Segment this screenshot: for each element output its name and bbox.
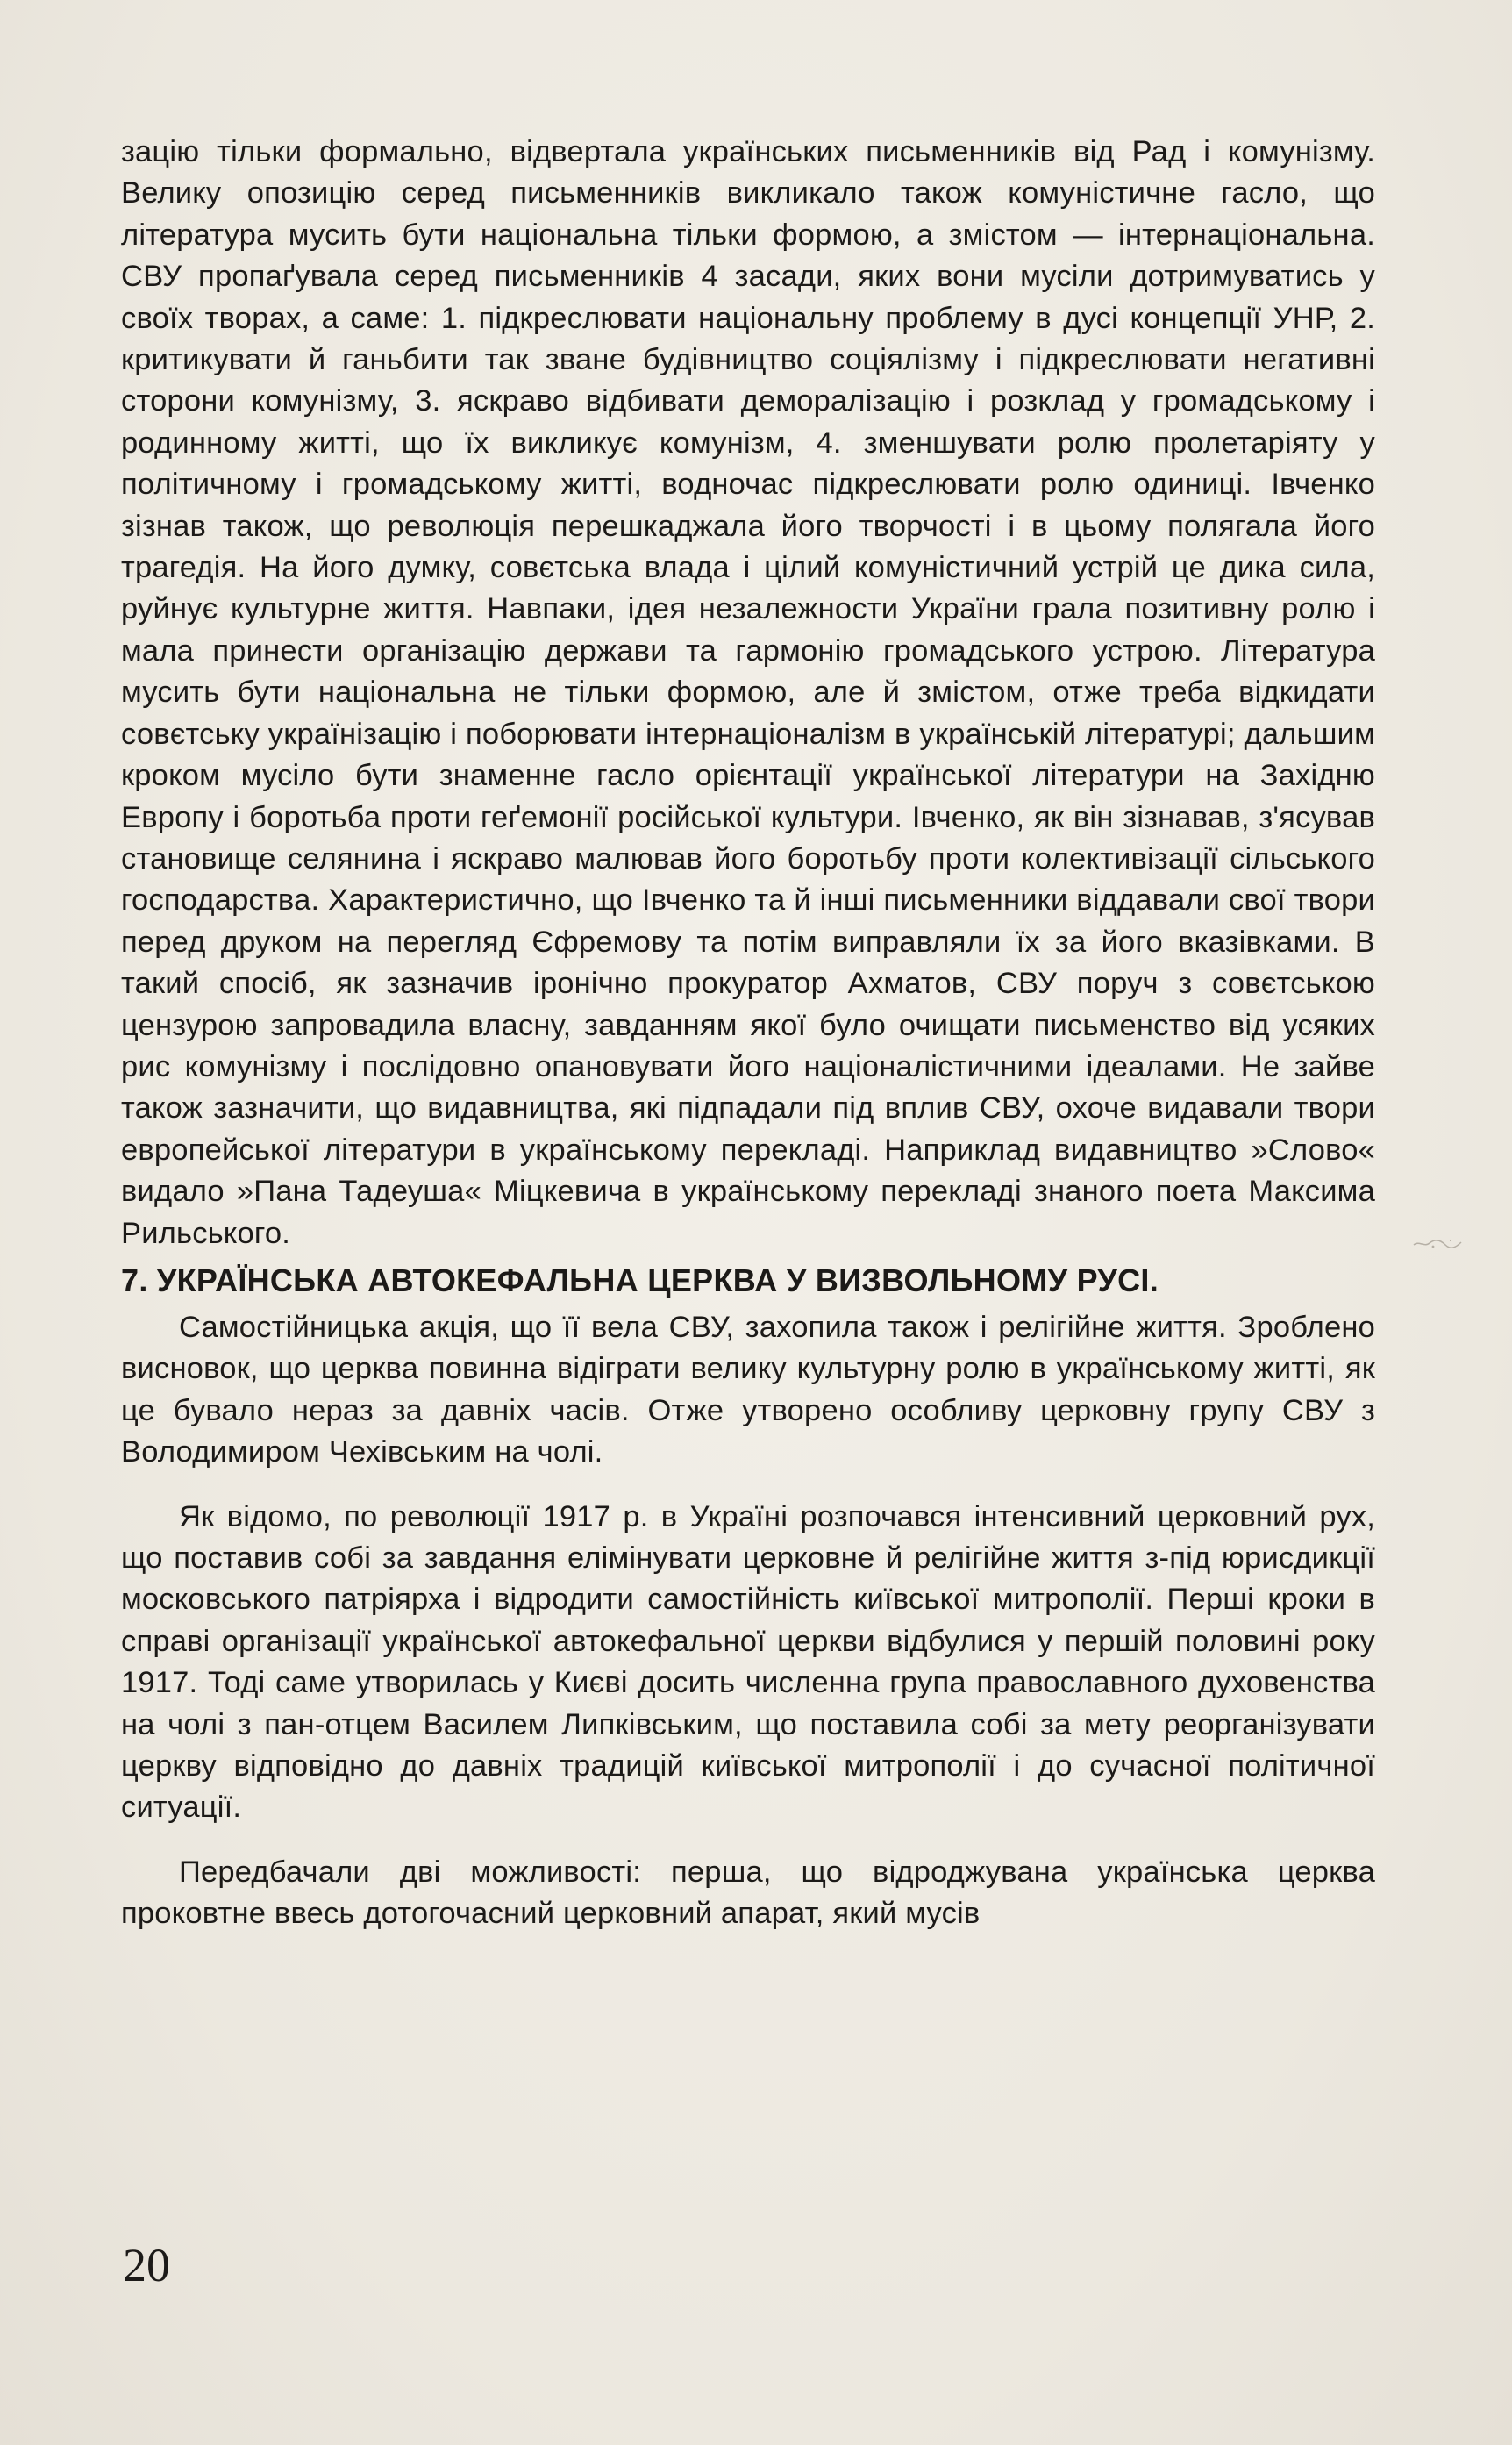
spacer xyxy=(121,1474,1375,1497)
spacer xyxy=(121,1829,1375,1852)
paragraph: Самостійницька акція, що її вела СВУ, захопила також і релігійне життя. Зроблено висновок, що церква повинна відіграти велику культурну ролю в українському житті, як це бувало нераз за давніх часів. Отже утворено особливу церковну групу СВУ з Володимиром Чехівським на чолі. xyxy=(121,1310,1375,1469)
page-number: 20 xyxy=(123,2239,170,2291)
section-heading: 7. УКРАЇНСЬКА АВТОКЕФАЛЬНА ЦЕРКВА У ВИЗВОЛЬНОМУ РУСІ. xyxy=(121,1262,1159,1298)
paragraph: Як відомо, по революції 1917 р. в Україні розпочався інтенсивний церковний рух, що поставив собі за завдання елімінувати церковне й релігійне життя з-під юрисдикції московського патріярха і відродити самостійність київської митрополії. Перші кроки в справі організації української автокефальної церкви відбулися у першій половині року 1917. Тоді саме утворилась у Києві досить численна група православного духовенства на чолі з пан-отцем Василем Липківським, що поставила собі за мету реорганізувати церкву відповідно до давніх традицій київської митрополії і до сучасної політичної ситуації. xyxy=(121,1499,1375,1825)
paragraph-continuation: зацію тільки формально, відвертала українських письменників від Рад і комунізму. Велику опозицію серед письменників викликало також комуністичне гасло, що література мусить бути національна тільки формою, а змістом — інтернаціональна. СВУ пропаґувала серед письменників 4 засади, яких вони мусіли дотримуватись у своїх творах, а саме: 1. підкреслювати національну проблему в дусі концепції УНР, 2. критикувати й ганьбити так зване будівництво соціялізму і підкреслювати негативні сторони комунізму, 3. яскраво відбивати деморалізацію і розклад у громадському і родинному житті, що їх викликує комунізм, 4. зменшувати ролю пролетаріяту у політичному і громадському житті, водночас підкреслювати ролю одиниці. Івченко зізнав також, що революція перешкаджала його творчості і в цьому полягала його трагедія. На його думку, совєтська влада і цілий комуністичний устрій це дика сила, руйнує культурне життя. Навпаки, ідея незалежности України грала позитивну ролю і мала принести організацію держави та гармонію громадського устрою. Література мусить бути національна не тільки формою, але й змістом, отже треба відкидати совєтську українізацію і поборювати інтернаціоналізм в українській літературі; дальшим кроком мусіло бути знаменне гасло орієнтації української літератури на Західню Европу і боротьба проти геґемонії російської культури. Івченко, як він зізнавав, з'ясував становище селянина і яскраво малював його боротьбу проти колективізації сільського господарства. Характеристично, що Івченко та й інші письменники віддавали свої твори перед друком на перегляд Єфремову та потім виправляли їх за його вказівками. В такий спосіб, як зазначив іронічно прокуратор Ахматов, СВУ поруч з совєтською цензурою запровадила власну, завданням якої було очищати письменство від усяких рис комунізму і послідовно опановувати його націоналістичними ідеалами. Не зайве також зазначити, що видавництва, які підпадали під вплив СВУ, охоче видавали твори европейської літератури в українському перекладі. Наприклад видавництво »Слово« видало »Пана Тадеуша« Міцкевича в українському перекладі знаного поета Максима Рильського. xyxy=(121,135,1375,1250)
paragraph: Передбачали дві можливості: перша, що відроджувана українська церква проковтне ввесь дотогочасний церковний апарат, який мусів xyxy=(121,1855,1375,1931)
ink-speck-icon xyxy=(1412,1237,1463,1251)
body-text xyxy=(121,132,1375,1935)
